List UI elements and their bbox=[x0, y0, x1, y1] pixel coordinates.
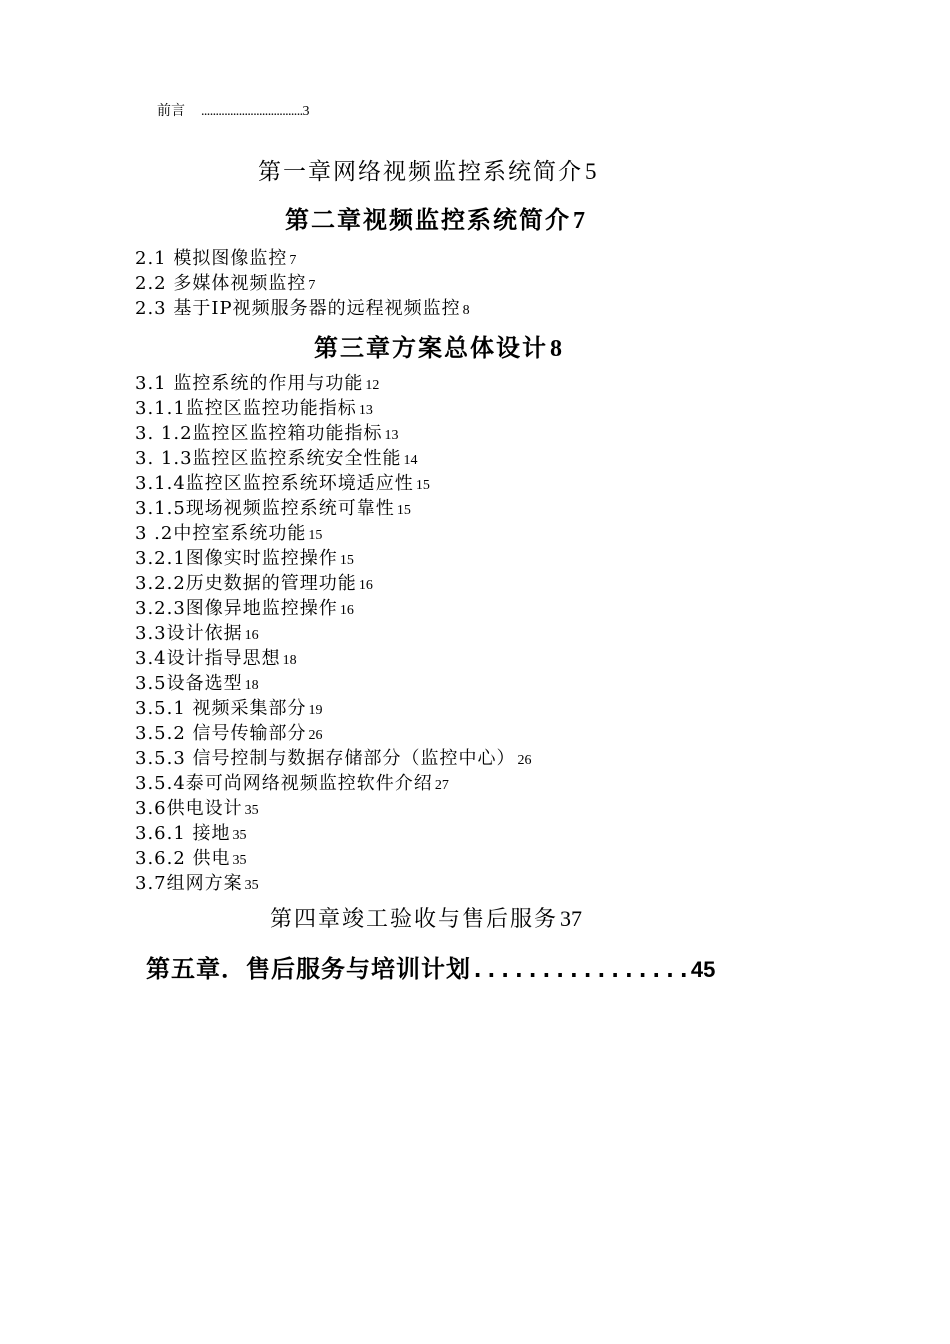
toc-item-page: 7 bbox=[289, 253, 297, 268]
toc-item-title: 3.2.2历史数据的管理功能 bbox=[135, 573, 357, 594]
toc-item-page: 7 bbox=[308, 278, 316, 293]
toc-item-title: 3.7组网方案 bbox=[135, 873, 243, 894]
toc-item-3-2-1 bbox=[135, 550, 354, 568]
toc-item-page: 16 bbox=[244, 628, 259, 643]
toc-item-title: 3.5.1 视频采集部分 bbox=[135, 698, 307, 719]
toc-chapter-2 bbox=[285, 205, 585, 234]
toc-item-2-1 bbox=[135, 250, 296, 268]
toc-item-title: 2.3 基于IP视频服务器的远程视频监控 bbox=[135, 298, 461, 319]
toc-preface bbox=[157, 104, 310, 119]
toc-item-title: 2.2 多媒体视频监控 bbox=[135, 273, 307, 294]
toc-item-3-5 bbox=[135, 675, 259, 693]
toc-item-page: 13 bbox=[384, 428, 399, 443]
toc-item-title: 3.5.4泰可尚网络视频监控软件介绍 bbox=[135, 773, 433, 794]
toc-item-page: 16 bbox=[339, 603, 354, 618]
toc-chapter-5-dots: ................ bbox=[471, 958, 691, 983]
toc-item-title: 3.1.5现场视频监控系统可靠性 bbox=[135, 498, 395, 519]
toc-item-page: 15 bbox=[308, 528, 323, 543]
toc-item-3-1-5 bbox=[135, 500, 411, 518]
toc-item-page: 13 bbox=[358, 403, 373, 418]
toc-preface-dots: ................................... bbox=[201, 104, 303, 119]
toc-item-2-3 bbox=[135, 300, 470, 318]
toc-item-page: 15 bbox=[396, 503, 411, 518]
toc-item-page: 18 bbox=[244, 678, 259, 693]
toc-item-page: 15 bbox=[339, 553, 354, 568]
toc-item-3-5-3 bbox=[135, 750, 532, 768]
toc-item-title: 3.6供电设计 bbox=[135, 798, 243, 819]
toc-item-page: 27 bbox=[434, 778, 449, 793]
toc-chapter-1 bbox=[258, 160, 597, 184]
toc-item-3-4 bbox=[135, 650, 297, 668]
toc-item-title: 2.1 模拟图像监控 bbox=[135, 248, 288, 269]
toc-item-3-6-2 bbox=[135, 850, 247, 868]
toc-item-3-3 bbox=[135, 625, 259, 643]
toc-item-3-5-4 bbox=[135, 775, 449, 793]
toc-chapter-4-page: 37 bbox=[560, 906, 583, 931]
toc-item-title: 3.5.3 信号控制与数据存储部分（监控中心） bbox=[135, 748, 516, 769]
toc-item-page: 15 bbox=[415, 478, 430, 493]
toc-chapter-5-title: 第五章．售后服务与培训计划 bbox=[146, 954, 471, 983]
toc-item-3-1 bbox=[135, 375, 379, 393]
toc-item-title: 3.3设计依据 bbox=[135, 623, 243, 644]
toc-item-title: 3.5.2 信号传输部分 bbox=[135, 723, 307, 744]
toc-item-title: 3.2.1图像实时监控操作 bbox=[135, 548, 338, 569]
toc-chapter-3 bbox=[314, 333, 562, 362]
toc-item-page: 16 bbox=[358, 578, 373, 593]
toc-item-page: 26 bbox=[517, 753, 532, 768]
toc-item-3-2-3 bbox=[135, 600, 354, 618]
toc-item-title: 3.1 监控系统的作用与功能 bbox=[135, 373, 364, 394]
toc-chapter-5-page: 45 bbox=[690, 957, 716, 982]
toc-item-title: 3. 1.2监控区监控箱功能指标 bbox=[135, 423, 383, 444]
toc-item-page: 12 bbox=[365, 378, 380, 393]
toc-item-3-1-2 bbox=[135, 425, 399, 443]
toc-item-page: 26 bbox=[308, 728, 323, 743]
toc-item-page: 8 bbox=[462, 303, 470, 318]
toc-item-title: 3.1.1监控区监控功能指标 bbox=[135, 398, 357, 419]
toc-preface-title: 前言 bbox=[157, 103, 185, 119]
toc-item-title: 3.1.4监控区监控系统环境适应性 bbox=[135, 473, 414, 494]
toc-item-page: 35 bbox=[232, 853, 247, 868]
toc-item-page: 35 bbox=[244, 803, 259, 818]
toc-item-3-1-3 bbox=[135, 450, 418, 468]
toc-item-3-6-1 bbox=[135, 825, 247, 843]
toc-chapter-2-page: 7 bbox=[573, 208, 585, 234]
toc-item-3-1-1 bbox=[135, 400, 373, 418]
toc-item-title: 3.5设备选型 bbox=[135, 673, 243, 694]
toc-chapter-2-title: 第二章视频监控系统简介 bbox=[285, 205, 571, 234]
toc-item-3-2-2 bbox=[135, 575, 373, 593]
toc-chapter-3-page: 8 bbox=[550, 336, 562, 362]
toc-item-3-7 bbox=[135, 875, 259, 893]
toc-item-2-2 bbox=[135, 275, 315, 293]
toc-item-3-5-2 bbox=[135, 725, 323, 743]
toc-item-title: 3 .2中控室系统功能 bbox=[135, 523, 307, 544]
toc-chapter-5 bbox=[146, 954, 716, 983]
toc-item-3-6 bbox=[135, 800, 259, 818]
toc-item-title: 3. 1.3监控区监控系统安全性能 bbox=[135, 448, 402, 469]
toc-item-3-5-1 bbox=[135, 700, 323, 718]
toc-item-3-2 bbox=[135, 525, 322, 543]
toc-chapter-4-title: 第四章竣工验收与售后服务 bbox=[270, 907, 559, 932]
toc-chapter-3-title: 第三章方案总体设计 bbox=[314, 333, 548, 362]
toc-item-page: 19 bbox=[308, 703, 323, 718]
toc-item-page: 35 bbox=[232, 828, 247, 843]
toc-item-title: 3.6.2 供电 bbox=[135, 848, 231, 869]
toc-chapter-1-title: 第一章网络视频监控系统简介 bbox=[258, 159, 583, 185]
toc-chapter-1-page: 5 bbox=[585, 159, 597, 184]
toc-item-title: 3.6.1 接地 bbox=[135, 823, 231, 844]
toc-item-title: 3.2.3图像异地监控操作 bbox=[135, 598, 338, 619]
toc-chapter-4 bbox=[270, 908, 582, 931]
toc-item-page: 14 bbox=[403, 453, 418, 468]
toc-item-3-1-4 bbox=[135, 475, 430, 493]
toc-item-title: 3.4设计指导思想 bbox=[135, 648, 281, 669]
toc-item-page: 18 bbox=[282, 653, 297, 668]
toc-preface-page: 3 bbox=[302, 104, 310, 119]
toc-item-page: 35 bbox=[244, 878, 259, 893]
